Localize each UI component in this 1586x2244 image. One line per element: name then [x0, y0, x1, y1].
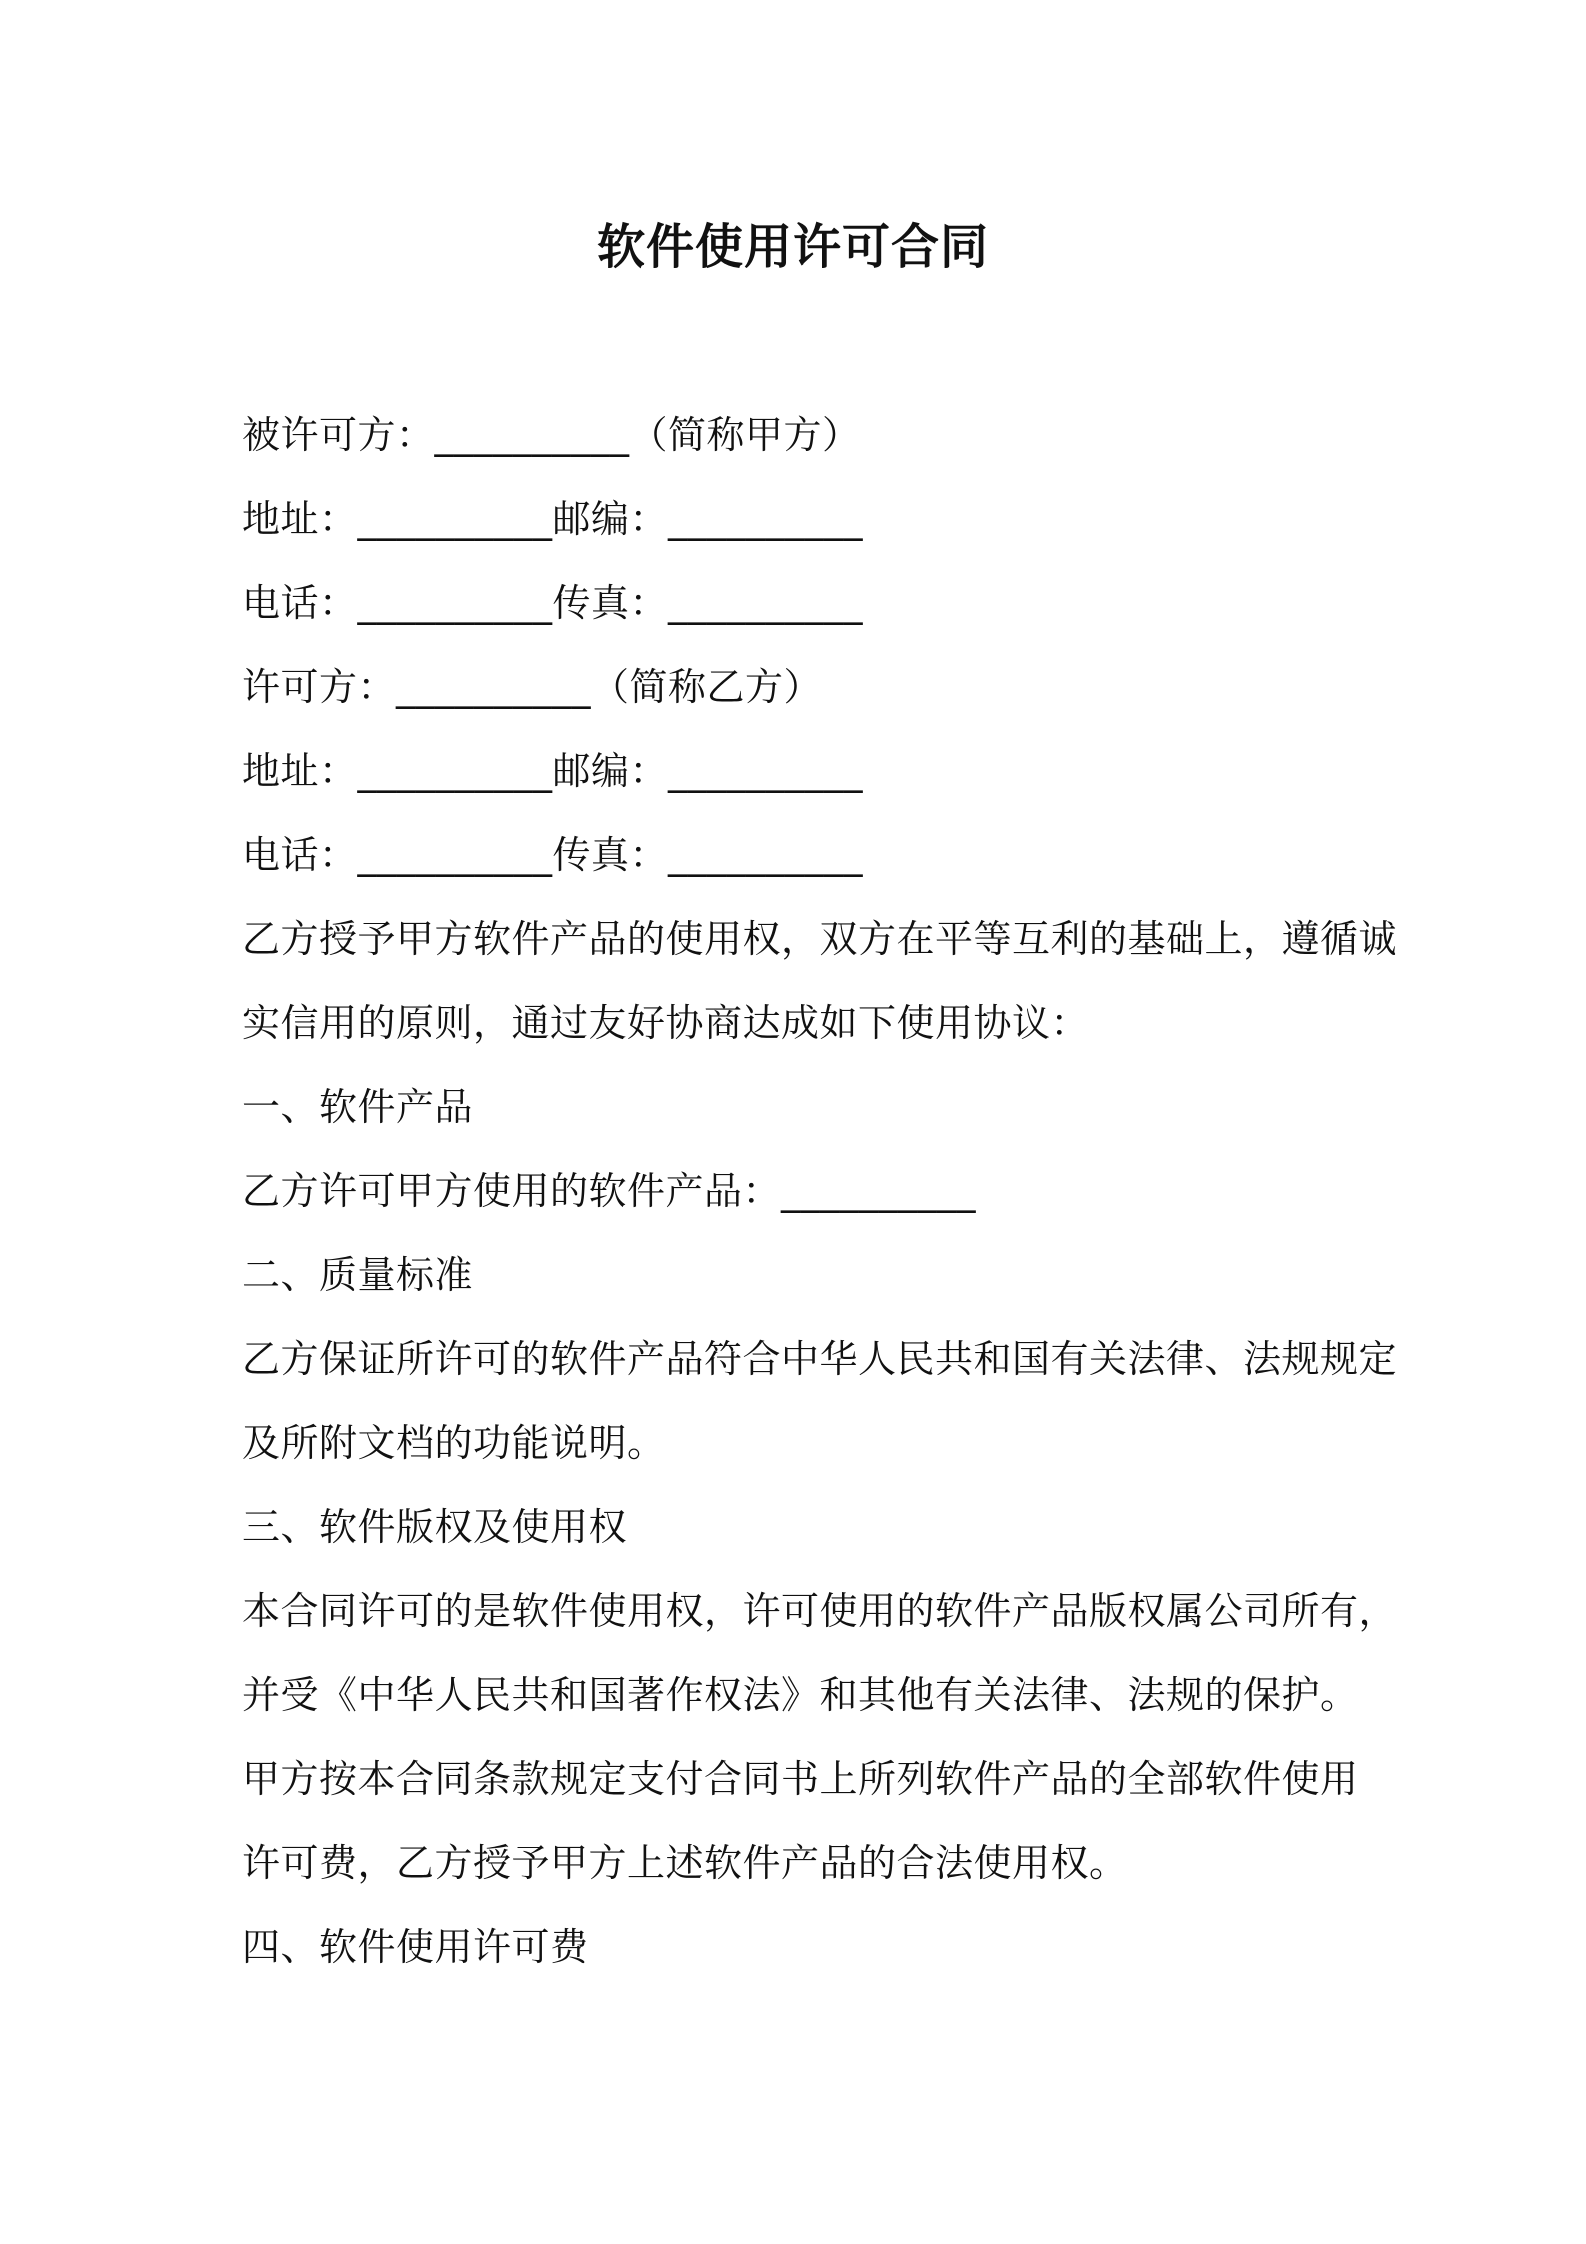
licensor-address-line: 地址：__________邮编：__________ — [242, 749, 864, 793]
section-heading-2: 二、质量标准 — [242, 1253, 474, 1297]
section-heading-4: 四、软件使用许可费 — [242, 1925, 589, 1969]
section-1-text: 乙方许可甲方使用的软件产品：__________ — [242, 1169, 977, 1213]
licensee-phone-line: 电话：__________传真：__________ — [242, 581, 864, 625]
section-3-text-1: 本合同许可的是软件使用权，许可使用的软件产品版权属公司所有， — [242, 1589, 1398, 1633]
licensor-phone-line: 电话：__________传真：__________ — [242, 833, 864, 877]
licensee-address-line: 地址：__________邮编：__________ — [242, 497, 864, 541]
preamble-line-1: 乙方授予甲方软件产品的使用权，双方在平等互利的基础上，遵循诚 — [242, 917, 1398, 961]
section-heading-1: 一、软件产品 — [242, 1085, 474, 1129]
document-title: 软件使用许可合同 — [596, 219, 989, 275]
section-2-text-2: 及所附文档的功能说明。 — [242, 1421, 666, 1465]
preamble-line-2: 实信用的原则，通过友好协商达成如下使用协议： — [242, 1001, 1090, 1045]
licensee-line: 被许可方：__________（简称甲方） — [242, 413, 861, 457]
document-body — [242, 405, 1398, 2001]
licensor-line: 许可方：__________（简称乙方） — [242, 665, 823, 709]
section-2-text-1: 乙方保证所许可的软件产品符合中华人民共和国有关法律、法规规定 — [242, 1337, 1398, 1381]
section-3-text-3: 甲方按本合同条款规定支付合同书上所列软件产品的全部软件使用 — [242, 1757, 1359, 1801]
section-3-text-2: 并受《中华人民共和国著作权法》和其他有关法律、法规的保护。 — [242, 1673, 1359, 1717]
section-3-text-4: 许可费，乙方授予甲方上述软件产品的合法使用权。 — [242, 1841, 1128, 1885]
section-heading-3: 三、软件版权及使用权 — [242, 1505, 628, 1549]
